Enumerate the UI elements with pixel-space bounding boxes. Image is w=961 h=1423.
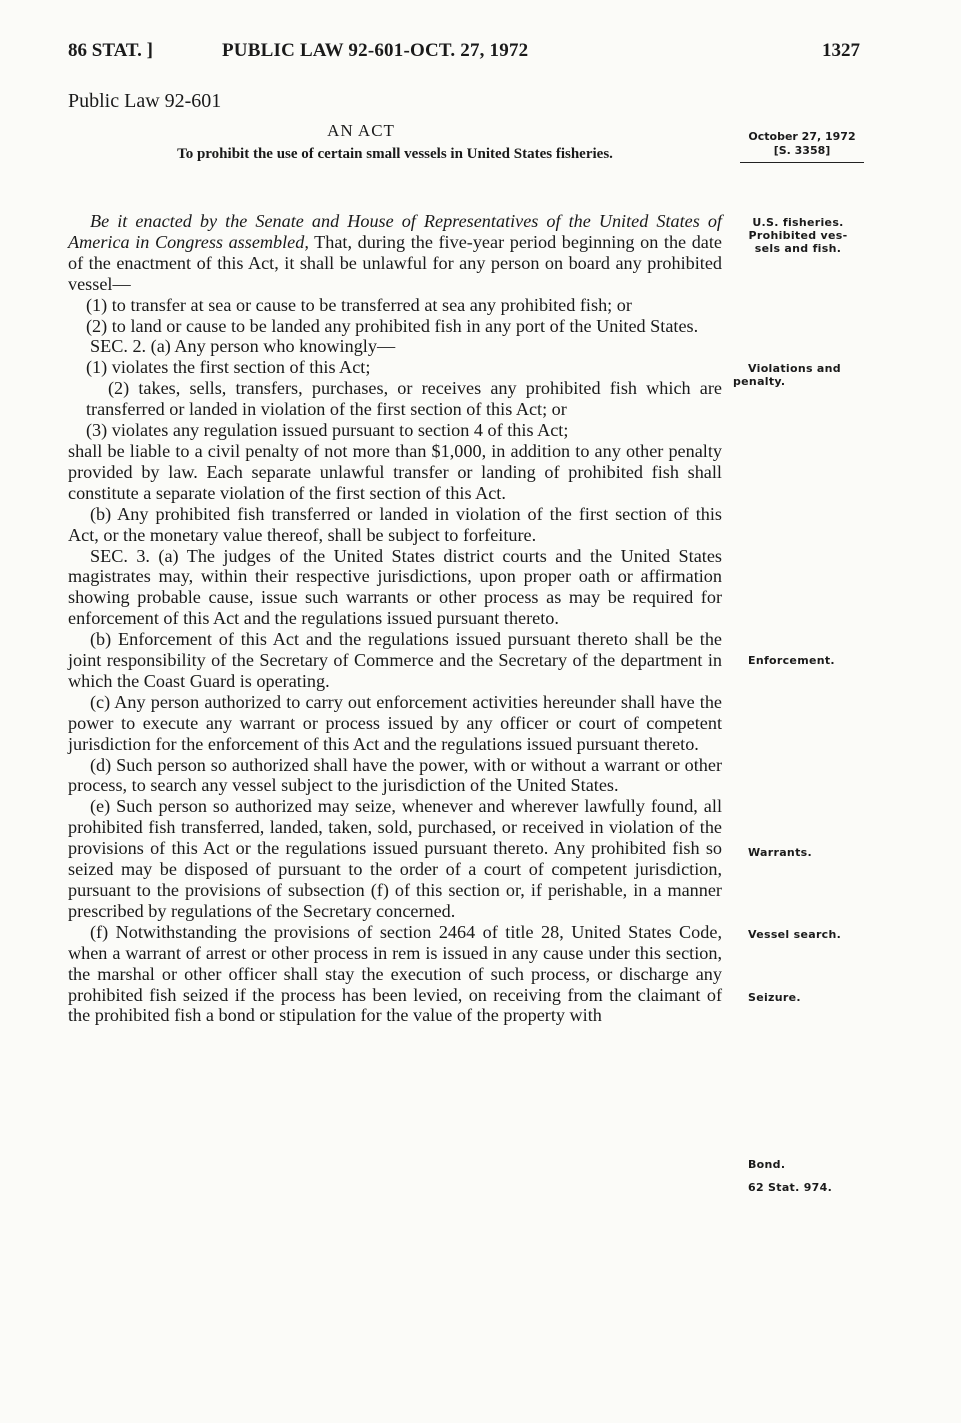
running-head: PUBLIC LAW 92-601-OCT. 27, 1972 [222, 40, 529, 61]
margin-note-line: Prohibited ves- [748, 229, 848, 242]
section-2-a-1: (1) violates the first section of this Act; [86, 357, 371, 378]
margin-note-line: penalty. [733, 375, 786, 388]
section-1-intro [68, 211, 722, 295]
bill-number: [S. 3358] [773, 144, 831, 157]
section-1-text: That, during the five-year period beginning on the date of the enactment of this Act, it shall be unlawful for any person on board any prohibited vessel— [68, 231, 722, 294]
section-3-f: (f) Notwithstanding the provisions of section 2464 of title 28, United States Code, when a warrant of arrest or other process in rem is issued in any cause under this section, the marshal or other officer shall stay the execution of such process, or discharge any prohibited fish seized if the process has been levied, on receiving from the claimant of the prohibited fish a bond or stipulation for the value of the property with [68, 921, 722, 1026]
statute-body [68, 211, 722, 1026]
public-law-number: Public Law 92-601 [68, 90, 222, 112]
margin-note-line: sels and fish. [754, 242, 842, 255]
margin-note-enforcement: Enforcement. [748, 654, 835, 667]
margin-note-seizure: Seizure. [748, 991, 801, 1004]
margin-note-line: Bond. [748, 1158, 786, 1171]
margin-note-line: U.S. fisheries. [752, 216, 844, 229]
act-purpose: To prohibit the use of certain small vessels in United States fisheries. [177, 146, 613, 162]
margin-note-warrants: Warrants. [748, 846, 812, 859]
margin-note-bond [748, 1158, 832, 1194]
section-1-para-1: (1) to transfer at sea or cause to be transferred at sea any prohibited fish; or [86, 294, 632, 315]
margin-note-violations [733, 362, 841, 388]
section-3-a: SEC. 3. (a) The judges of the United States district courts and the United States magistrates may, within their respective jurisdictions, upon proper oath or affirmation showing probable cause, issue such warrants or other process as may be required for enforcement of this Act and the regulations issued pursuant thereto. [68, 545, 722, 629]
act-title: AN ACT [327, 121, 395, 140]
margin-note-line: Violations and [748, 362, 841, 375]
section-2-a: SEC. 2. (a) Any person who knowingly— [90, 336, 396, 357]
enacting-clause: Be it enacted by the Senate and House of Representatives of the United States of America in Congress assembled, [68, 211, 722, 252]
enactment-date: October 27, 1972 [748, 130, 856, 143]
section-3-d: (d) Such person so authorized shall have the power, with or without a warrant or other process, to search any vessel subject to the jurisdiction of the United States. [68, 754, 722, 796]
section-1-para-2: (2) to land or cause to be landed any prohibited fish in any port of the United States. [86, 315, 699, 336]
page-number: 1327 [822, 40, 860, 61]
margin-note-fisheries [733, 216, 863, 255]
section-2-b: (b) Any prohibited fish transferred or landed in violation of the first section of this Act, or the monetary value thereof, shall be subject to forfeiture. [68, 503, 722, 545]
margin-note-line: 62 Stat. 974. [748, 1181, 833, 1194]
section-3-c: (c) Any person authorized to carry out enforcement activities hereunder shall have the power to execute any warrant or process issued by any officer or court of competent jurisdiction for the enforcement of this Act and the regulations issued pursuant thereto. [68, 691, 722, 754]
section-2-a-2: (2) takes, sells, transfers, purchases, or receives any prohibited fish which are transferred or landed in violation of the first section of this Act; or [86, 378, 722, 420]
enactment-date-note [740, 130, 864, 158]
date-note-rule [740, 162, 864, 163]
section-2-a-tail: shall be liable to a civil penalty of not more than $1,000, in addition to any other penalty provided by law. Each separate unlawful transfer or landing of prohibited fish shall constitute a separate violation of the first section of this Act. [68, 440, 722, 503]
section-3-e: (e) Such person so authorized may seize, whenever and wherever lawfully found, all prohibited fish transferred, landed, taken, sold, purchased, or received in violation of the provisions of this Act or the regulations issued pursuant thereto. Any prohibited fish so seized may be disposed of pursuant to the order of a court of competent jurisdiction, pursuant to the provisions of subsection (f) of this section or, if perishable, in a manner prescribed by regulations of the Secretary concerned. [68, 796, 722, 921]
margin-note-vessel-search: Vessel search. [748, 928, 842, 941]
section-3-b: (b) Enforcement of this Act and the regulations issued pursuant thereto shall be the joint responsibility of the Secretary of Commerce and the Secretary of the department in which the Coast Guard is operating. [68, 629, 722, 691]
statute-volume-header: 86 STAT. ] [68, 40, 153, 61]
section-2-a-3: (3) violates any regulation issued pursuant to section 4 of this Act; [86, 420, 569, 441]
